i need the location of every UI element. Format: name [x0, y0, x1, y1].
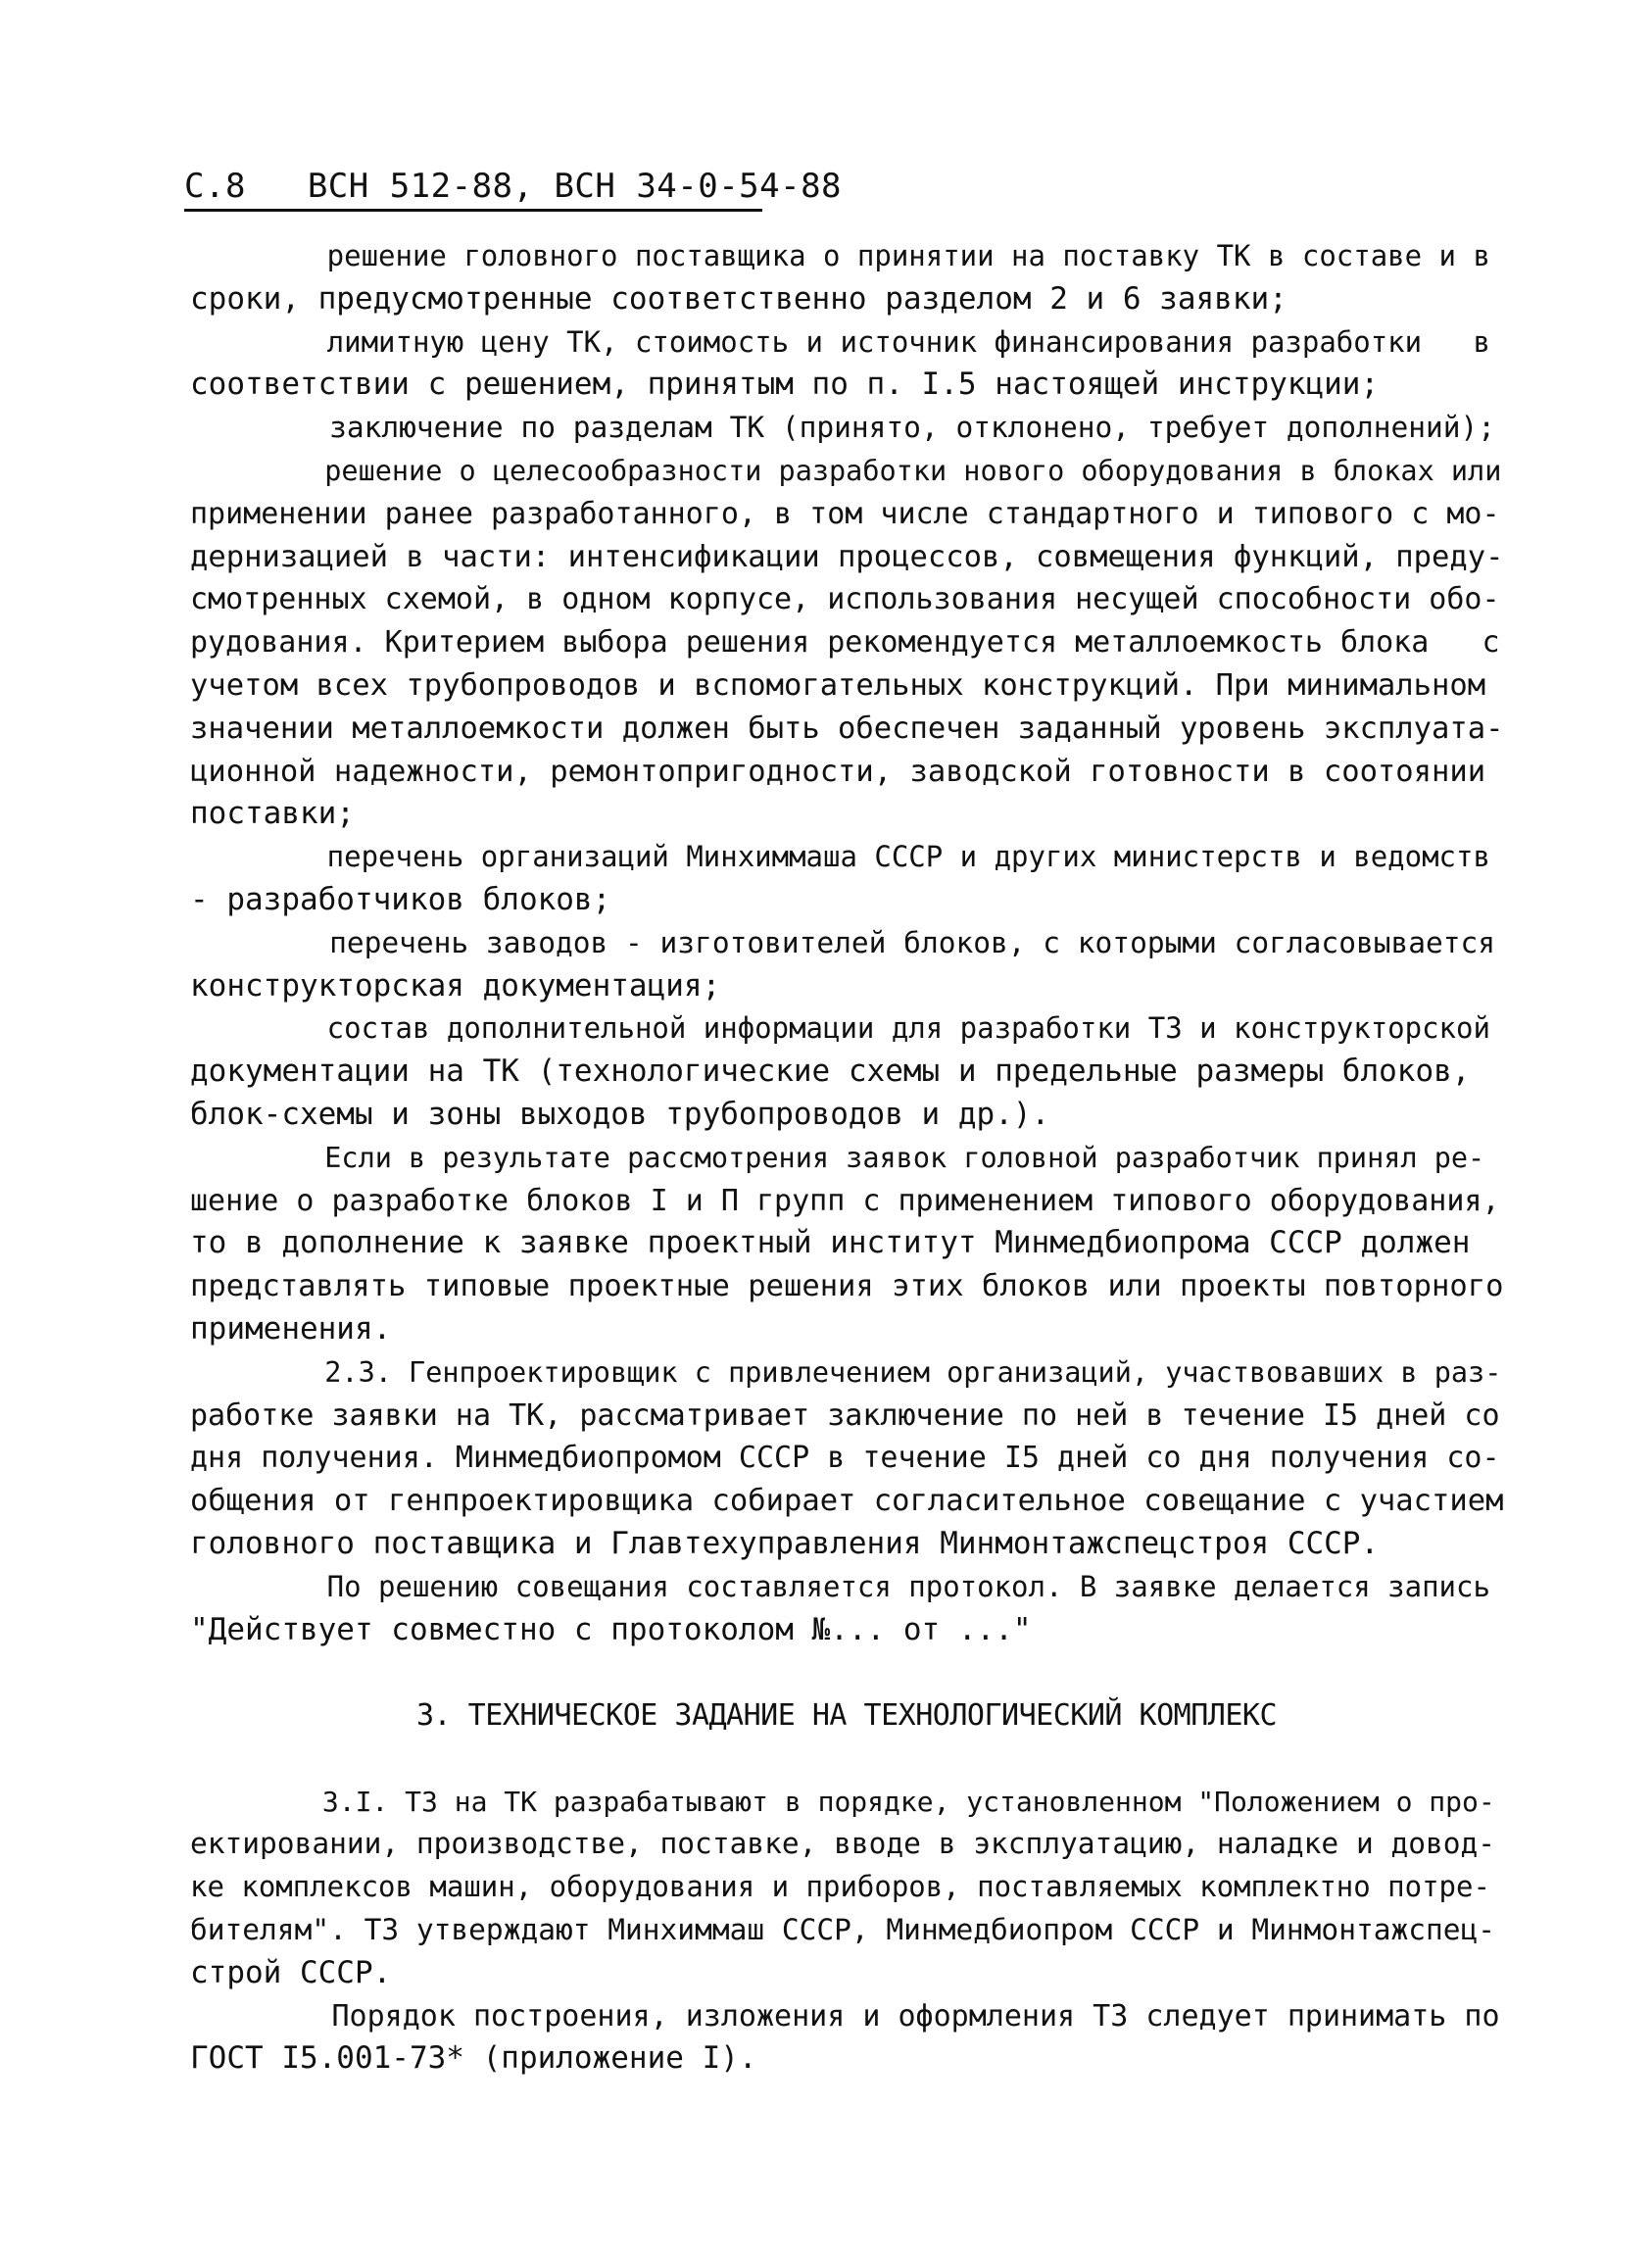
text-line: лимитную цену ТК, стоимость и источник финансирования разработки в	[190, 324, 1490, 359]
text-line: 2.3. Генпроектировщик с привлечением организаций, участвовавших в раз-	[190, 1355, 1502, 1389]
text-line: перечень организаций Минхиммаша СССР и других министерств и ведомств	[190, 840, 1490, 874]
text-line: документации на ТК (технологические схемы и предельные размеры блоков,	[190, 1054, 1471, 1090]
text-line: значении металлоемкости должен быть обеспечен заданный уровень эксплуата-	[190, 711, 1504, 746]
text-line: поставки;	[190, 796, 355, 832]
spacer	[190, 1738, 1503, 1781]
text-line: соответствии с решением, принятым по п. I.5 настоящей инструкции;	[190, 367, 1380, 403]
text-line: представлять типовые проектные решения этих блоков или проекты повторного	[190, 1269, 1504, 1304]
body-paragraphs-part2	[190, 1781, 1503, 2082]
text-line: состав дополнительной информации для разработки ТЗ и конструкторской	[190, 1011, 1490, 1046]
text-line: строй СССР.	[190, 1954, 392, 1990]
text-line: ционной надежности, ремонтопригодности, заводской готовности в соотоянии	[190, 754, 1486, 789]
text-line: дня получения. Минмедбиопромом СССР в течение I5 дней со дня получения со-	[190, 1441, 1500, 1476]
header-underline	[184, 209, 762, 212]
text-line: головного поставщика и Главтехуправления Минмонтажспецстроя СССР.	[190, 1525, 1380, 1561]
text-line: учетом всех трубопроводов и вспомогательных конструкций. При минимальном	[190, 667, 1486, 703]
text-line: сроки, предусмотренные соответственно разделом 2 и 6 заявки;	[190, 280, 1288, 317]
document-body	[190, 235, 1503, 2081]
text-line: По решению совещания составляется протокол. В заявке делается запись	[190, 1569, 1490, 1603]
text-line: Порядок построения, изложения и оформления ТЗ следует принимать по	[190, 1998, 1500, 2034]
text-line: Если в результате рассмотрения заявок головной разработчик принял ре-	[190, 1141, 1485, 1174]
text-line: решение о целесообразности разработки нового оборудования в блоках или	[190, 454, 1502, 487]
text-line: то в дополнение к заявке проектный институт Минмедбиопрома СССР должен	[190, 1225, 1471, 1261]
text-line: ГОСТ I5.001-73* (приложение I).	[190, 2040, 757, 2077]
text-line: общения от генпроектировщика собирает согласительное совещание с участием	[190, 1484, 1504, 1519]
text-line: применении ранее разработанного, в том числе стандартного и типового с мо-	[190, 496, 1500, 531]
section-heading: 3. ТЕХНИЧЕСКОЕ ЗАДАНИЕ НА ТЕХНОЛОГИЧЕСКИЙ КОМПЛЕКС	[415, 1698, 1278, 1734]
text-line: конструкторская документация;	[190, 967, 721, 1004]
text-line: применения.	[190, 1310, 392, 1347]
text-line: блок-схемы и зоны выходов трубопроводов и др.).	[190, 1096, 1050, 1132]
text-line: бителям". ТЗ утверждают Минхиммаш СССР, Минмедбиопром СССР и Минмонтажспец-	[190, 1913, 1496, 1947]
text-line: дернизацией в части: интенсификации процессов, совмещения функций, преду-	[190, 539, 1504, 574]
body-paragraphs-part1	[190, 235, 1503, 1651]
text-line: "Действует совместно с протоколом №... от ..."	[190, 1611, 1032, 1647]
text-line: ектировании, производстве, поставке, вводе в эксплуатацию, наладке и довод-	[190, 1827, 1496, 1861]
text-line: - разработчиков блоков;	[190, 881, 611, 917]
text-line: рудования. Критерием выбора решения рекомендуется металлоемкость блока с	[190, 625, 1500, 661]
text-line: смотренных схемой, в одном корпусе, использования несущей способности обо-	[190, 582, 1500, 617]
text-line: шение о разработке блоков I и П групп с применением типового оборудования,	[190, 1183, 1500, 1218]
text-line: решение головного поставщика о принятии на поставку ТК в составе и в	[190, 239, 1490, 272]
text-line: 3.I. ТЗ на ТК разрабатывают в порядке, установленном "Положением о про-	[190, 1785, 1495, 1818]
page-header: С.8 ВСН 512-88, ВСН 34-0-54-88	[184, 167, 843, 206]
text-line: перечень заводов - изготовителей блоков, с которыми согласовывается	[190, 925, 1496, 959]
text-line: заключение по разделам ТК (принято, отклонено, требует дополнений);	[190, 411, 1496, 445]
spacer	[190, 1651, 1503, 1694]
text-line: ке комплексов машин, оборудования и приборов, поставляемых комплектно потре-	[190, 1870, 1490, 1904]
text-line: работке заявки на ТК, рассматривает заключение по ней в течение I5 дней со	[190, 1397, 1500, 1433]
